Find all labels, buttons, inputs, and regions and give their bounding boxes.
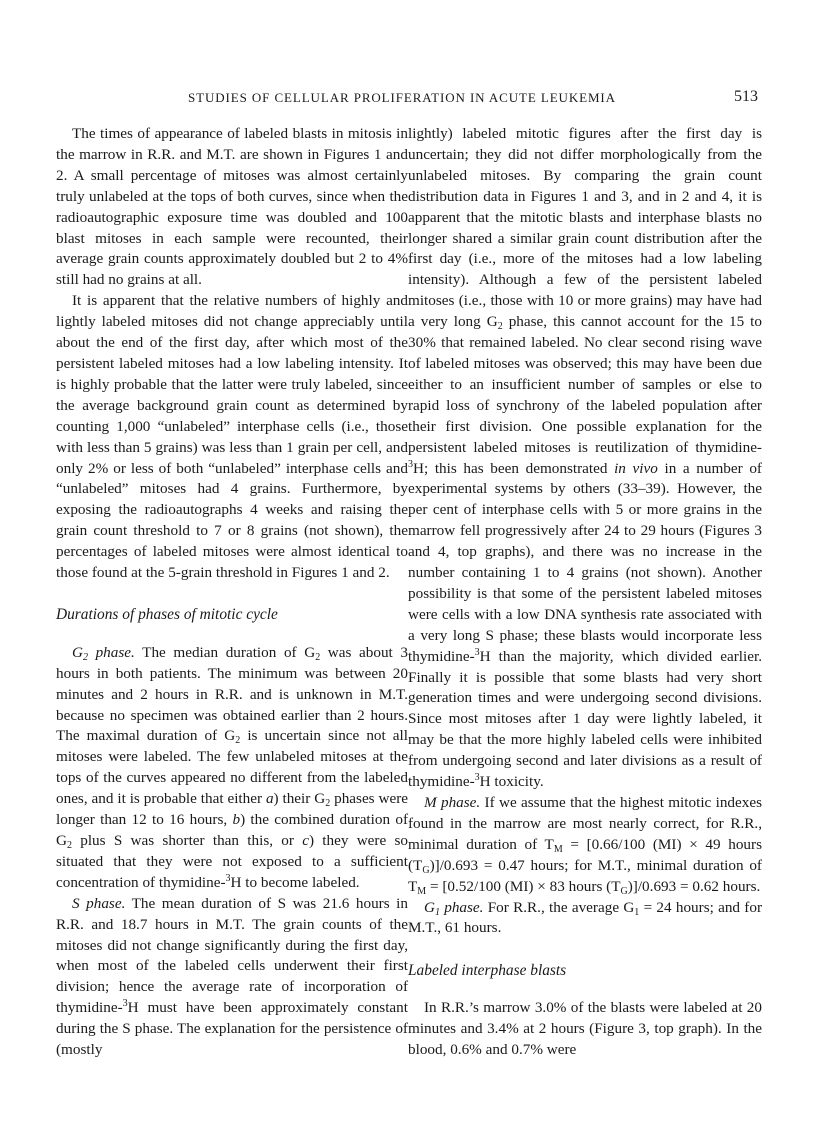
page-number: 513 (734, 88, 758, 105)
paragraph-labeled-blasts-timing: The times of appearance of labeled blasts in mitosis in the marrow in R.R. and M.T. are shown in Figures 1 and 2. A small percentage of mitoses was almost certainly truly unlabeled at the tops of both curves, since when the radioautographic exposure time was doubled and 100 blast mitoses in each sample were recounted, their average grain counts approximately doubled but 2 to 4% still had no grains at all. (56, 125, 408, 289)
paragraph-m-phase: M phase. If we assume that the highest mitotic indexes found in the marrow are most nearly correct, for R.R., minimal duration of $T_M = [0.66/100$ (MI) × 49 hours $(T_G)]/0.693 = 0.47$ hours; for M.T., minimal duration of $T_M = [0.52/100$ (MI) × 83 hours $(T_G)]/0.693 = 0.62$ hours. (408, 794, 762, 897)
g1-phase-label: $G_1$ phase. (424, 898, 484, 918)
section-heading-labeled-interphase: Labeled interphase blasts (408, 962, 567, 980)
paragraph-persistent-mitoses: lightly) labeled mitotic figures after the first day is uncertain; they did not differ morphologically from the unlabeled mitoses. By comparing the grain count distribution data in Figures 1 and 3, and in 2 and 4, it is apparent that the mitotic blasts and interphase blasts no longer shared a similar grain count distribution after the first day (i.e., more of the mitoses had a low labeling intensity). Although a few of the persistent labeled mitoses (i.e., those with 10 or more grains) may have had a very long $G_2$ phase, this cannot account for the 15 to 30% that remained labeled. No clear second rising wave of labeled mitoses was observed; this may have been due either to an insufficient number of samples or else to rapid loss of synchrony of the labeled population after their first division. One possible explanation for the persistent labeled mitoses is reutilization of thymidine-$^3$H; this has been demonstrated in vivo in a number of experimental systems by others (33–39). However, the per cent of interphase cells with 5 or more grains in the marrow fell progressively after 24 to 29 hours (Figures 3 and 4, top graphs), and there was no increase in the number containing 1 to 4 grains (not shown). Another possibility is that some of the persistent labeled mitoses were cells with a low DNA synthesis rate associated with a very long S phase; these blasts would incorporate less thymidine-$^3$H than the majority, which divided earlier. Finally it is possible that some blasts had very short generation times and were undergoing second divisions. Since most mitoses after 1 day were lightly labeled, it may be that the more highly labeled cells were inhibited from undergoing second and later divisions as a result of thymidine-$^3$H toxicity. (408, 125, 762, 791)
section-heading-durations: Durations of phases of mitotic cycle (56, 605, 278, 623)
right-column (408, 124, 762, 1061)
paragraph-g2-phase: $G_2$ phase. The median duration of $G_2$ was about 3 hours in both patients. The minimum was between 20 minutes and 2 hours in R.R. and is unknown in M.T. because no specimen was obtained earlier than 2 hours. The maximal duration of $G_2$ is uncertain since not all mitoses were labeled. The few unlabeled mitoses at the tops of the curves appeared no different from the labeled ones, and it is probable that either a) their $G_2$ phases were longer than 12 to 16 hours, b) the combined duration of $G_2$ plus S was shorter than this, or c) they were so situated that they were not exposed to a sufficient concentration of thymidine-$^3$H to become labeled. (56, 643, 409, 891)
left-column (56, 124, 408, 1061)
s-phase-label: S phase. (72, 894, 126, 912)
paragraph-labeling-intensity: It is apparent that the relative numbers of highly and lightly labeled mitoses did not change appreciably until about the end of the first day, after which most of the persistent labeled mitoses had a low labeling intensity. It is highly probable that the latter were truly labeled, since the average background grain count as determined by counting 1,000 “unlabeled” interphase cells (i.e., those with less than 5 grains) was less than 1 grain per cell, and only 2% or less of both “unlabeled” interphase cells and “unlabeled” mitoses had 4 grains. Furthermore, by exposing the radioautographs 4 weeks and raising the grain count threshold to 7 or 8 grains (not shown), the percentages of labeled mitoses were almost identical to those found at the 5-grain threshold in Figures 1 and 2. (56, 292, 408, 582)
g2-phase-label: $G_2$ phase. (72, 643, 135, 663)
paragraph-s-phase: S phase. The mean duration of S was 21.6 hours in R.R. and 18.7 hours in M.T. The grain counts of the mitoses did not change significantly during the first day, when most of the labeled cells underwent their first division; hence the average rate of incorporation of thymidine-$^3$H must have been approximately constant during the S phase. The explanation for the persistence of (mostly (56, 894, 408, 1059)
paragraph-g1-phase: $G_1$ phase. For R.R., the average $G_1 = 24$ hours; and for M.T., 61 hours. (408, 898, 762, 937)
running-title: STUDIES OF CELLULAR PROLIFERATION IN ACUTE LEUKEMIA (188, 90, 616, 105)
page-header (56, 88, 760, 112)
m-phase-label: M phase. (424, 794, 481, 811)
paragraph-labeled-interphase: In R.R.’s marrow 3.0% of the blasts were labeled at 20 minutes and 3.4% at 2 hours (Figure 3, top graph). In the blood, 0.6% and 0.7% were (408, 999, 762, 1059)
